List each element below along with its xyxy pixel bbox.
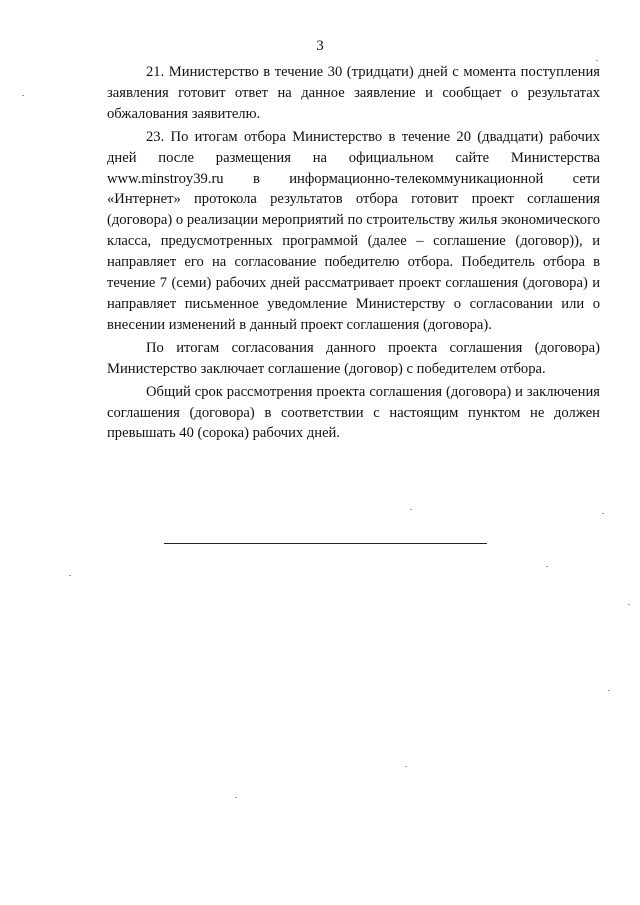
scan-speck	[608, 690, 610, 691]
paragraph-agreement-conclusion: По итогам согласования данного проекта соглашения (договора) Министерство заключает соглашение (договор) с победителем отбора.	[107, 339, 600, 377]
scan-speck	[235, 797, 237, 798]
scan-speck	[628, 604, 630, 605]
document-body	[107, 62, 600, 444]
scan-speck	[546, 566, 548, 567]
scan-speck	[69, 575, 71, 576]
paragraph-23: 23. По итогам отбора Министерство в течение 20 (двадцати) рабочих дней после размещения на официальном сайте Министерства www.minstroy39.ru в информационно-телекоммуникационной сети «Интернет» протокола результатов отбора готовит проект соглашения (договора) о реализации мероприятий по строительству жилья экономического класса, предусмотренных программой (далее – соглашение (договор)), и направляет его на согласование победителю отбора. Победитель отбора в течение 7 (семи) рабочих дней рассматривает проект соглашения (договора) и направляет письменное уведомление Министерству о согласовании или о внесении изменений в данный проект соглашения (договора).	[107, 128, 600, 333]
scan-speck	[602, 513, 604, 514]
paragraph-total-term: Общий срок рассмотрения проекта соглашения (договора) и заключения соглашения (договора) в соответствии с настоящим пунктом не должен превышать 40 (сорока) рабочих дней.	[107, 383, 600, 442]
scan-speck	[405, 766, 407, 767]
scan-speck	[22, 95, 24, 96]
paragraph-21: 21. Министерство в течение 30 (тридцати) дней с момента поступления заявления готовит ответ на данное заявление и сообщает о результатах обжалования заявителю.	[107, 64, 600, 122]
scan-speck	[410, 509, 412, 510]
end-of-text-rule	[164, 543, 487, 544]
scan-speck	[596, 60, 598, 61]
page-number: 3	[316, 38, 324, 54]
